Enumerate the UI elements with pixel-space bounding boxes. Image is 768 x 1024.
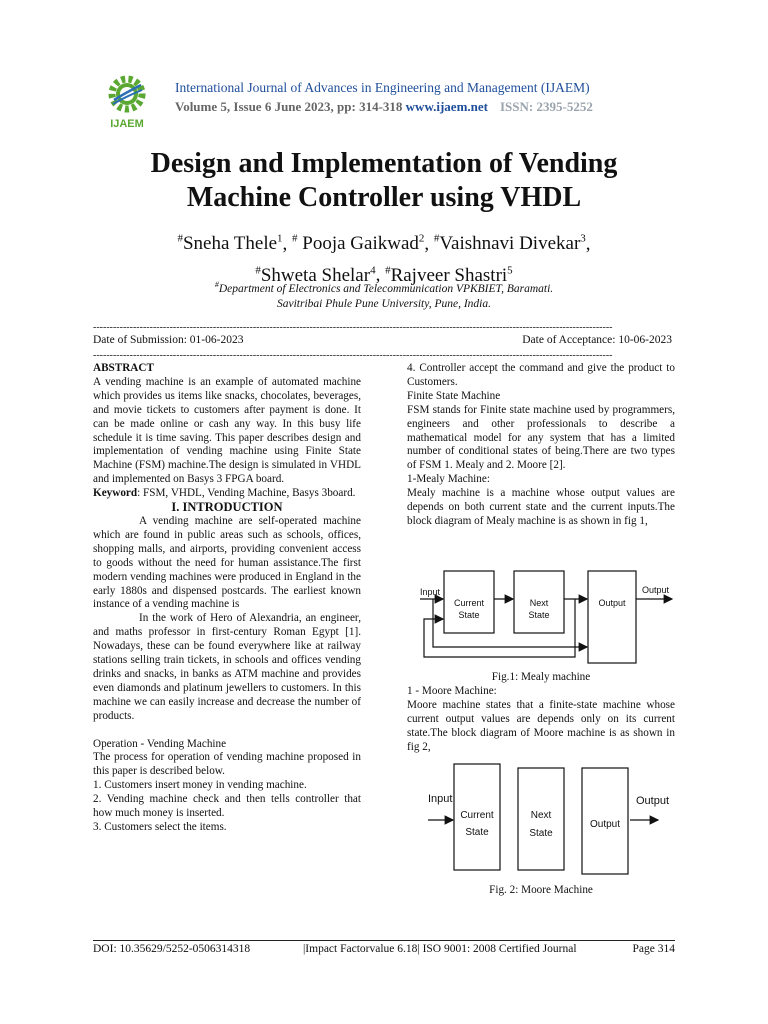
author-1: #Sneha Thele$^1$ bbox=[177, 233, 283, 255]
journal-meta bbox=[175, 99, 593, 115]
right-column-continued bbox=[407, 685, 675, 755]
left-column bbox=[93, 362, 361, 835]
figure-2-caption: Fig. 2: Moore Machine bbox=[489, 884, 593, 896]
svg-text:Output: Output bbox=[598, 598, 626, 608]
svg-text:Current: Current bbox=[460, 810, 494, 821]
issn: ISSN: 2395-5252 bbox=[500, 99, 593, 114]
divider-top: ------------------------------------------------------------------------------------------------------------------------------------------------------------ bbox=[93, 322, 613, 333]
right-column bbox=[407, 362, 675, 529]
journal-website-link[interactable]: www.ijaem.net bbox=[405, 99, 488, 114]
title-line-1: Design and Implementation of Vending bbox=[150, 148, 618, 179]
svg-text:State: State bbox=[465, 827, 489, 838]
mealy-machine-diagram bbox=[420, 567, 676, 667]
operation-step-1: 1. Customers insert money in vending machine. bbox=[93, 779, 307, 792]
journal-name: International Journal of Advances in Engineering and Management (IJAEM) bbox=[175, 80, 590, 95]
mealy-input-label: Input bbox=[420, 587, 441, 597]
moore-machine-diagram bbox=[420, 760, 676, 878]
intro-paragraph-1: A vending machine are self-operated machine which are found in public areas such as schools, offices, shopping malls, and airports, providing convenient access to goods without the need for human assistance.The first modern vending machines were produced in England in the early 1880s and dispensed postcards. The earliest known instance of a vending machine is bbox=[93, 514, 361, 611]
svg-text:Next: Next bbox=[529, 598, 549, 608]
mealy-output-label: Output bbox=[642, 585, 670, 595]
mealy-heading: 1-Mealy Machine: bbox=[407, 473, 490, 486]
abstract-heading: ABSTRACT bbox=[93, 362, 154, 374]
date-of-submission: Date of Submission: 01-06-2023 bbox=[93, 334, 244, 346]
operation-step-2: 2. Vending machine check and then tells controller that how much money is inserted. bbox=[93, 793, 361, 820]
mealy-text: Mealy machine is a machine whose output values are depends on both current state and the current inputs.The block diagram of Mealy machine is as shown in fig 1, bbox=[407, 487, 675, 527]
fsm-text: FSM stands for Finite state machine used by programmers, engineers and other professionals to describe a mathematical model for any system that has a limited number of conditional states of being.There are two types of FSM 1. Mealy and 2. Moore [2]. bbox=[407, 403, 675, 472]
moore-input-label: Input bbox=[428, 793, 453, 805]
ijaem-logo bbox=[94, 72, 160, 130]
title-line-2: Machine Controller using VHDL bbox=[186, 182, 582, 213]
mealy-output-block bbox=[588, 571, 636, 663]
svg-text:State: State bbox=[458, 610, 480, 620]
author-list: #Sneha Thele$^1$, # Pooja Gaikwad$^2$, #Vaishnavi Divekar$^3$, #Shweta Shelar$^4$, #Rajveer Shastri$^5$ bbox=[177, 233, 591, 286]
date-of-acceptance: Date of Acceptance: 10-06-2023 bbox=[522, 334, 672, 346]
paper-title bbox=[60, 147, 708, 215]
footer-impact-factor: |Impact Factorvalue 6.18| ISO 9001: 2008 Certified Journal bbox=[303, 943, 577, 955]
operation-intro: The process for operation of vending machine proposed in this paper is described below. bbox=[93, 751, 361, 778]
footer-doi: DOI: 10.35629/5252-0506314318 bbox=[93, 943, 251, 955]
svg-text:State: State bbox=[529, 828, 553, 839]
introduction-heading: I. INTRODUCTION bbox=[171, 500, 283, 515]
abstract-text: A vending machine is an example of automated machine which provides us items like snacks, chocolates, beverages, and movie tickets to customers after payment is done. It can be made online or cash any way. In this busy life schedule it is time saving. This paper describes design and implementation of vending machine using Finite State Machine (FSM) machine.The design is simulated in VHDL and implemented on Basys 3 FPGA board. bbox=[93, 375, 361, 486]
moore-heading: 1 - Moore Machine: bbox=[407, 685, 497, 697]
footer-rule bbox=[93, 940, 675, 941]
author-4: #Shweta Shelar$^4$ bbox=[255, 264, 376, 286]
svg-text:Current: Current bbox=[453, 598, 485, 608]
divider-bottom: ------------------------------------------------------------------------------------------------------------------------------------------------------------ bbox=[93, 350, 613, 361]
author-5: #Rajveer Shastri$^5$ bbox=[385, 264, 513, 286]
operation-step-3: 3. Customers select the items. bbox=[93, 821, 227, 833]
author-2: # Pooja Gaikwad$^2$ bbox=[292, 233, 425, 255]
keywords: Keyword: FSM, VHDL, Vending Machine, Basys 3board. bbox=[93, 487, 356, 500]
author-3: #Vaishnavi Divekar$^3$ bbox=[433, 233, 586, 255]
svg-text:Output: Output bbox=[589, 819, 621, 830]
affiliation: #Department of Electronics and Telecommunication VPKBIET, Baramati. Savitribai Phule Pune University, Pune, India. bbox=[214, 280, 554, 310]
moore-output-label: Output bbox=[636, 795, 670, 807]
figure-1-caption: Fig.1: Mealy machine bbox=[491, 671, 591, 683]
volume-pages: Volume 5, Issue 6 June 2023, pp: 314-318 bbox=[175, 99, 403, 114]
intro-paragraph-2: In the work of Hero of Alexandria, an engineer, and maths professor in first-century Roman Egypt [1]. Nowadays, these can be found everywhere like at railway stations selling train tickets, in schools and offices vending drinks and snacks, in banks as ATM machine and provides even diamonds and platinum jewellers to customers. In this machine we can easily increase and decrease the number of products. bbox=[93, 612, 361, 722]
operation-step-4: 4. Controller accept the command and give the product to Customers. bbox=[407, 362, 675, 388]
footer-page-number: Page 314 bbox=[632, 943, 675, 955]
logo-text: IJAEM bbox=[110, 118, 144, 130]
moore-text: Moore machine states that a finite-state machine whose current output values are depends only on its current state.The block diagram of Moore machine is as shown in fig 2, bbox=[407, 698, 675, 753]
svg-text:Next: Next bbox=[530, 810, 552, 821]
fsm-heading: Finite State Machine bbox=[407, 389, 501, 402]
svg-text:State: State bbox=[528, 610, 550, 620]
operation-heading: Operation - Vending Machine bbox=[93, 737, 227, 750]
